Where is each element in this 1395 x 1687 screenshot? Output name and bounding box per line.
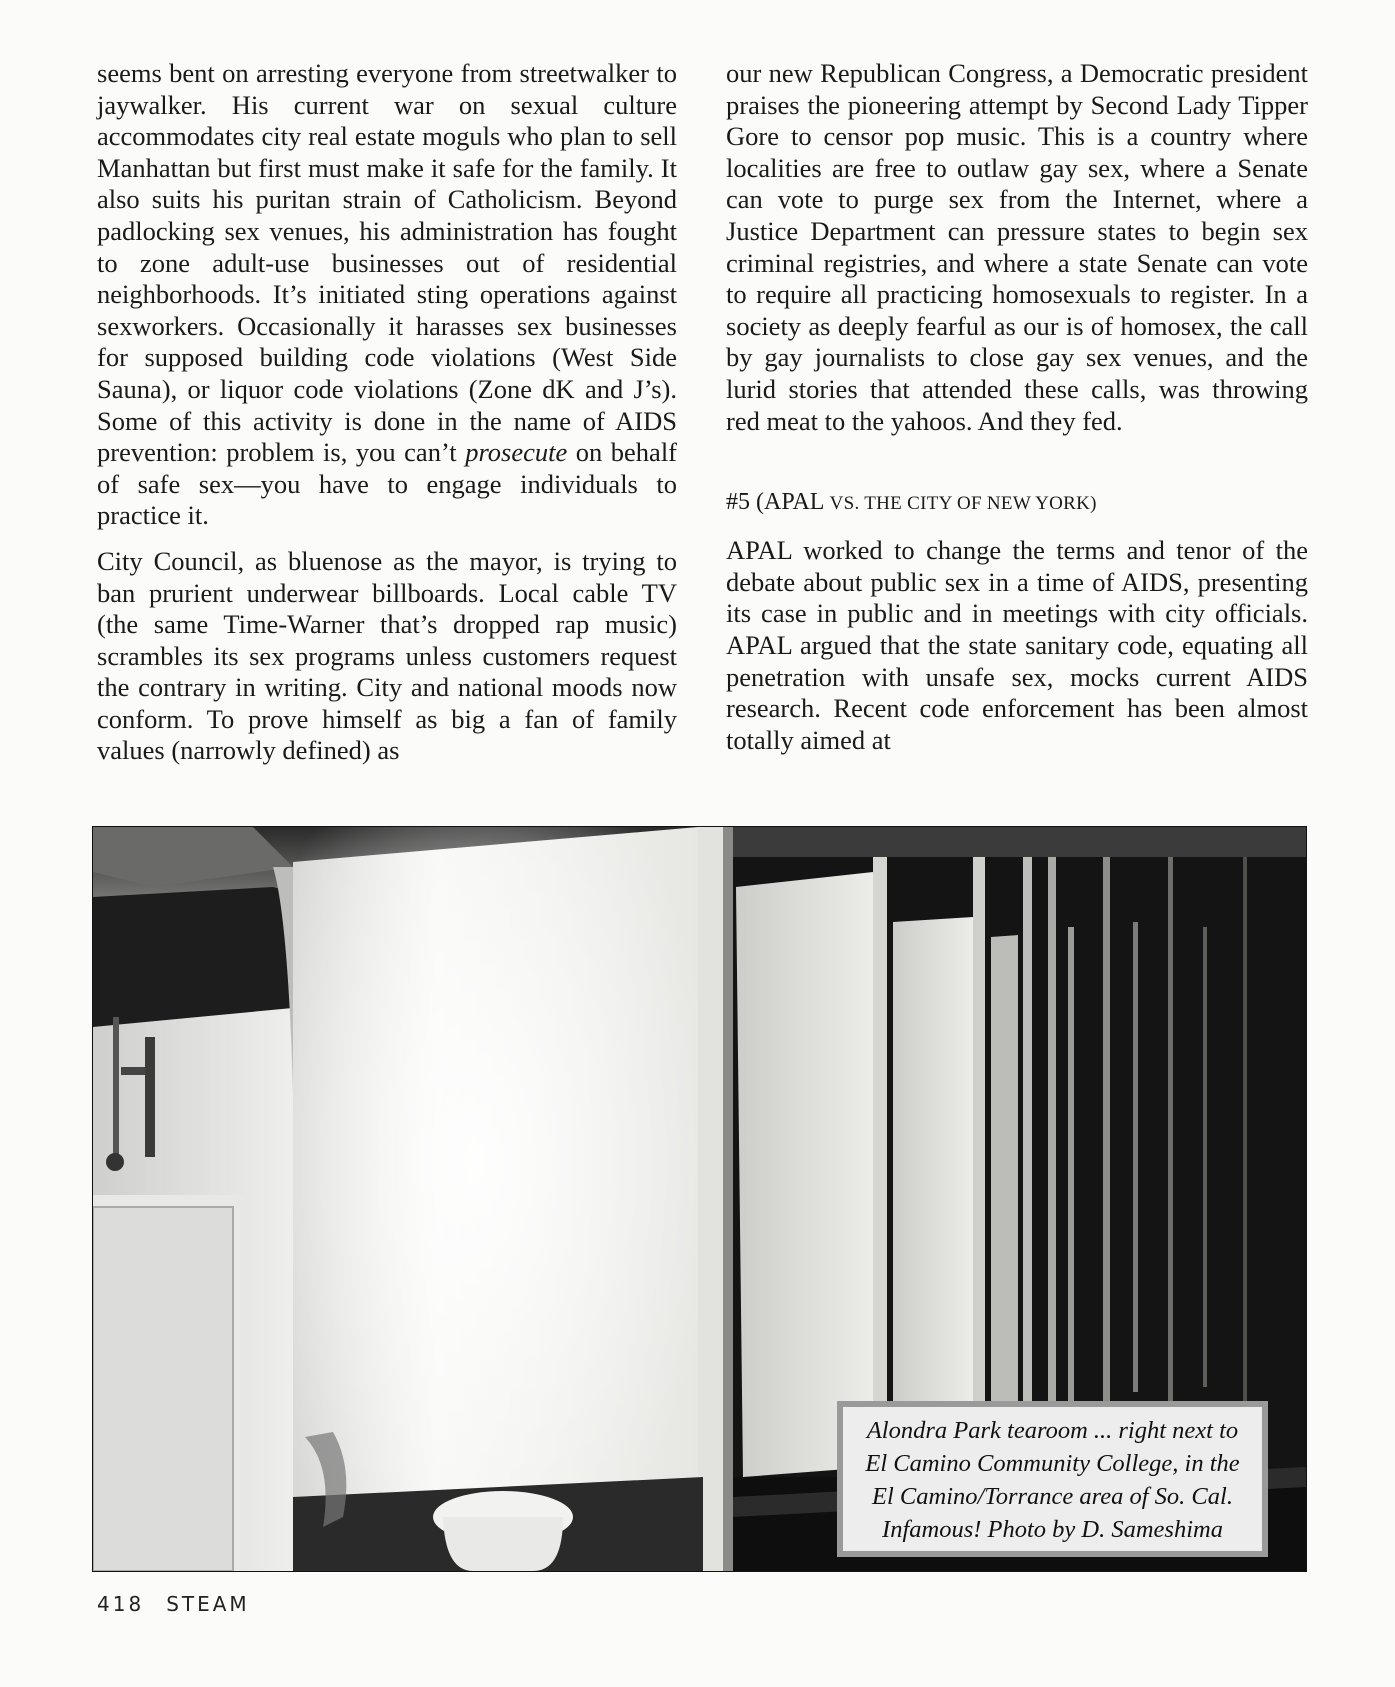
page-number: 418 [97, 1592, 145, 1616]
right-column [726, 58, 1308, 756]
paragraph-text: seems bent on arresting everyone from streetwalker to jaywalker. His current war on sexual culture accommodates city real estate moguls who plan to sell Manhattan but first must make it safe for the family. It also suits his puritan strain of Catholicism. Beyond padlocking sex venues, his administration has fought to zone adult-use businesses out of residential neighborhoods. It’s initiated sting operations against sexworkers. Occasionally it harasses sex businesses for supposed building code violations (West Side Sauna), or liquor code violations (Zone dK and J’s). Some of this activity is done in the name of AIDS prevention: problem is, you can’t [97, 58, 677, 468]
left-column [97, 58, 677, 767]
photo-caption [837, 1401, 1268, 1557]
right-paragraph-1: our new Republican Congress, a Democratic president praises the pioneering attempt by Second Lady Tipper Gore to censor pop music. This is a country where localities are free to outlaw gay sex, where a Senate can vote to purge sex from the Internet, where a Justice Department can pressure states to begin sex criminal registries, and where a state Senate can vote to require all practicing homosexuals to register. In a society as deeply fearful as our is of homosex, the call by gay journalists to close gay sex venues, and the lurid stories that attended these calls, was throwing red meat to the yahoos. And they fed. [726, 58, 1308, 436]
caption-line: El Camino/Torrance area of So. Cal. [872, 1483, 1233, 1510]
caption-line: Alondra Park tearoom ... right next to [866, 1417, 1239, 1444]
section-heading [726, 487, 1308, 519]
magazine-name: STEAM [166, 1592, 250, 1616]
section-title: VS. THE CITY OF NEW YORK) [829, 493, 1097, 515]
page-footer [97, 1592, 250, 1616]
caption-line: Infamous! Photo by D. Sameshima [882, 1516, 1223, 1543]
left-paragraph-1 [97, 58, 677, 532]
caption-line: El Camino Community College, in the [865, 1450, 1240, 1477]
paragraph-text: on behalf of safe sex—you have to engage individuals to practice it. [97, 437, 678, 531]
section-number: #5 (APAL [726, 489, 824, 516]
right-paragraph-2: APAL worked to change the terms and tenor of the debate about public sex in a time of AIDS, presenting its case in public and in meetings with city officials. APAL argued that the state sanitary code, equating all penetration with unsafe sex, mocks current AIDS research. Recent code enforcement has been almost totally aimed at [726, 535, 1308, 755]
left-paragraph-2: City Council, as bluenose as the mayor, is trying to ban prurient underwear billboards. Local cable TV (the same Time-Warner that’s dropped rap music) scrambles its sex programs unless customers request the contrary in writing. City and national moods now conform. To prove himself as big a fan of family values (narrowly defined) as [97, 545, 677, 766]
emphasized-word: prosecute [465, 437, 568, 468]
